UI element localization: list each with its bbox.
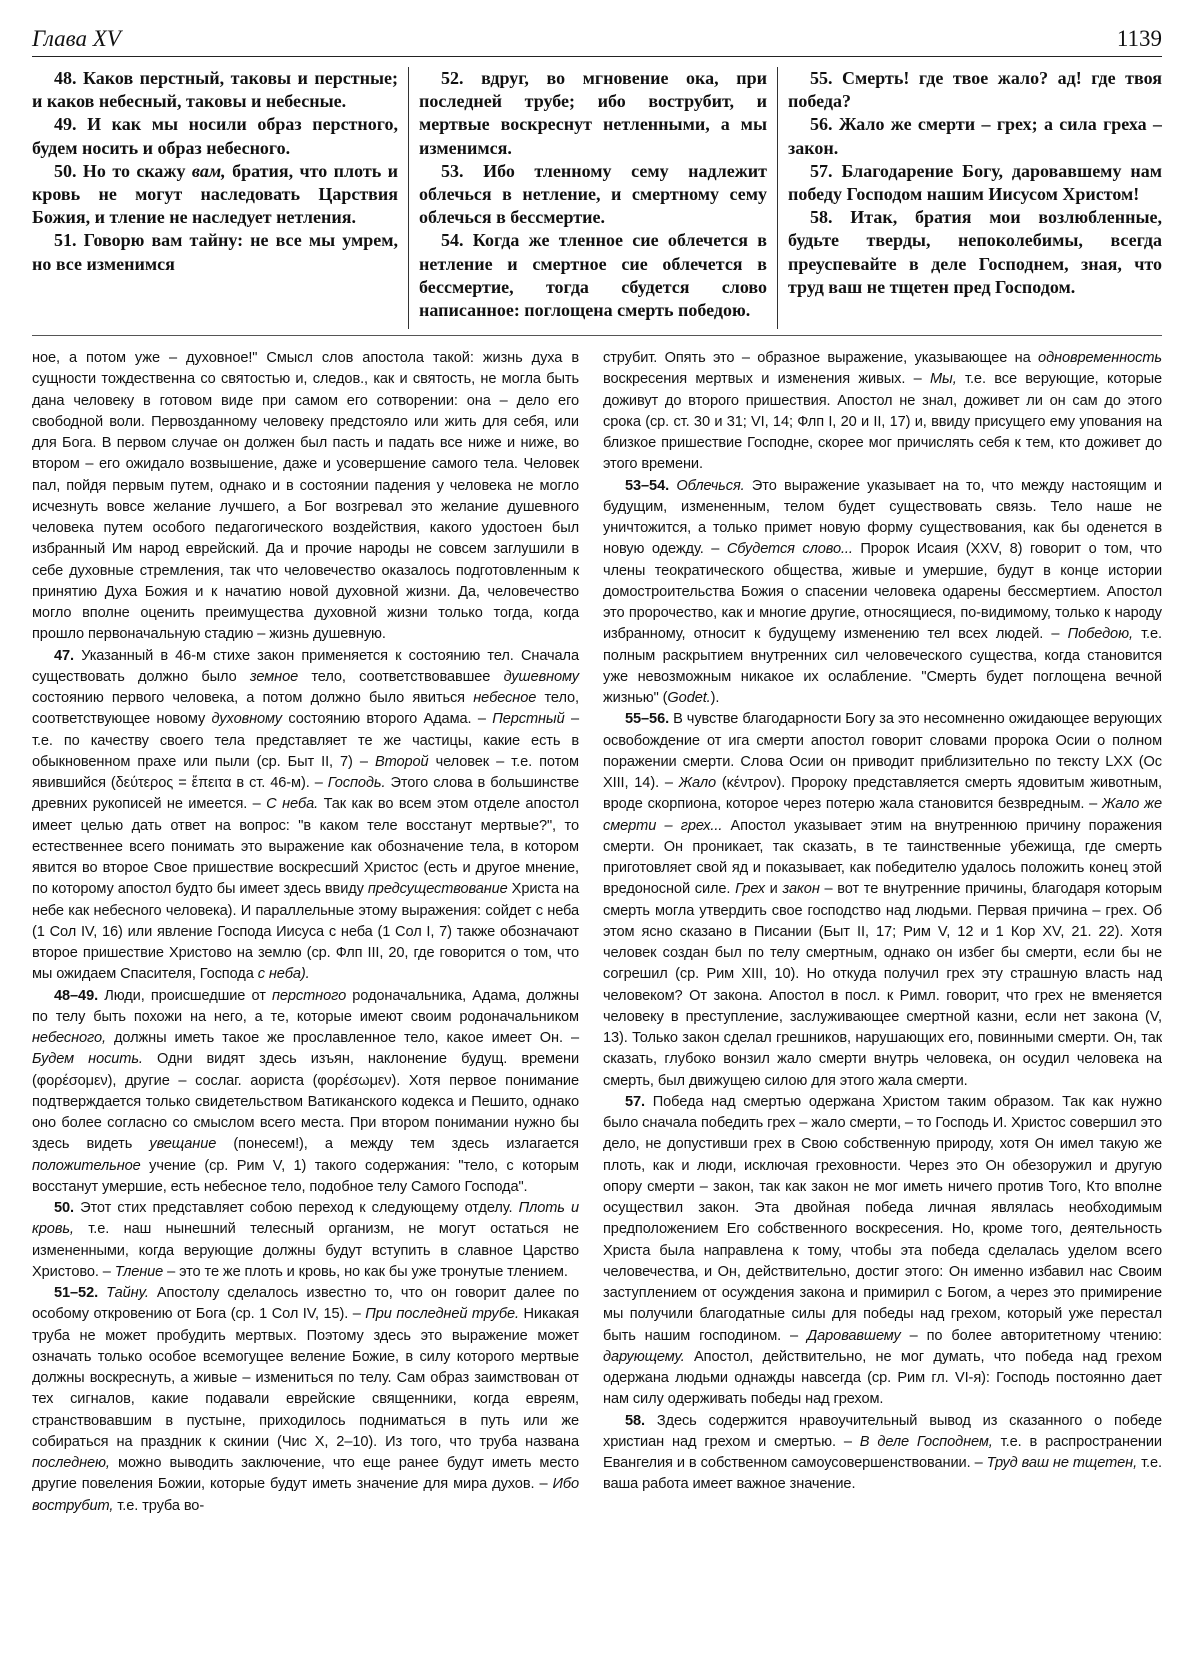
commentary-55-56: 55–56. В чувстве благодарности Богу за это несомненно ожидающее верующих освобождение от ига смерти апостол говорит словами пророка Осии о полном поражении смерти. Слова Осии он приводит приблизительно по тексту LXX (Ос XIII, 14). – Жало (κέντρον). Пророку представляется смерть ядовитым животным, вроде скорпиона, которое через потерю жала становится безвредным. – Жало же смерти – грех... Апостол указывает этим на внутреннюю причину поражения смерти. Он проникает, так сказать, в те таинственные убежища, где смерть приготовляет свой яд и показывает, как победителю удалось положить конец этой вредоносной силе. Грех и закон – вот те внутренние причины, благодаря которым смерть могла утвердить свое господство над людьми. Первая причина – грех. Об этом ясно сказано в Писании (Быт II, 17; Рим V, 12 и 1 Кор XV, 21. 22). Хотя человек создан был по телу смертным, однако он избег бы смерти, если бы не согрешил (ср. Рим XIII, 10). Но откуда получил грех эту страшную власть над человеком? От закона. Апостол в посл. к Римл. говорит, что грех не вменяется человеку в преступление, заслуживающее смертной казни, если нет закона (V, 13). Только закон сделал грешников, нарушающих его, повинными смерти. Он, так сказать, глубоко вонзил жало смерти внутрь человека, он осудил человека на смерть, был движущею силою для этого жала смерти. (603, 711, 1162, 1089)
page-number: 1139 (1116, 26, 1162, 51)
verses-column-3 (778, 67, 1162, 329)
verse-53: 53. Ибо тленному сему надлежит облечься в нетление, и смертному сему облечься в бессмертие. (419, 160, 767, 228)
verse-48: 48. Каков перстный, таковы и перстные; и каков небесный, таковы и небесные. (32, 68, 398, 112)
commentary-48-49: 48–49. Люди, происшедшие от перстного родоначальника, Адама, должны по телу быть похожи на него, а те, которые имеют своим родоначальником небесного, должны иметь такое же прославленное тело, какое имеет Он. – Будем носить. Одни видят здесь изъян, наклонение будущ. времени (φορέσομεν), другие – сослаг. аориста (φορέσωμεν). Хотя первое понимание подтверждается только свидетельством Ватиканского кодекса и Пешито, однако оно более согласно со смыслом всего места. При втором понимании нужно бы здесь видеть увещание (понесем!), а между тем здесь излагается положительное учение (ср. Рим V, 1) такого содержания: "тело, с которым восстанут умершие, есть небесное тело, подобное телу Самого Господа". (32, 987, 579, 1195)
commentary-47: 47. Указанный в 46-м стихе закон применяется к состоянию тел. Сначала существовать должно было земное тело, соответствовавшее душевному состоянию первого человека, а потом должно было явиться небесное тело, соответствующее новому духовному состоянию второго Адама. – Перстный – т.е. по качеству своего тела представляет те же частицы, какие есть в обыкновенном прахе или пыли (ср. Быт II, 7) – Второй человек – т.е. потом явившийся (δεύτερος = ἔπειτα в ст. 46-м). – Господь. Этого слова в большинстве древних рукописей не имеется. – С неба. Так как во всем этом отделе апостол имеет целью дать ответ на вопрос: "в каком теле восстанут мертвые?", то естественнее всего понимать это выражение как обозначение тела, в котором явится во второе Свое пришествие воскресший Христос (есть и другое мнение, по которому апостол будто бы имеет здесь ввиду предсуществование Христа на небе как небесного человека). И параллельные этому выражения: сойдет с неба (1 Сол IV, 16) или явление Господа Иисуса с неба (1 Сол I, 7) также обозначают второе пришествие Христово на землю (ср. Флп III, 20, где говорится о том, что мы ожидаем Спасителя, Господа с неба). (32, 647, 579, 983)
commentary-right-column (587, 348, 1162, 1658)
verses-column-2 (408, 67, 778, 329)
commentary-51-52: 51–52. Тайну. Апостолу сделалось известно то, что он говорит далее по особому откровению от Бога (ср. 1 Сол IV, 15). – При последней трубе. Никакая труба не может пробудить мертвых. Поэтому здесь это выражение может означать только особое всемогущее веление Божие, в силу которого мертвые должны воскреснуть, а живые – измениться по телу. Сам образ заимствован от тех сигналов, какие подавали еврейские священники, когда евреям, странствовавшим в пустыне, приходилось подниматься в путь или же собираться на праздник к скинии (Чис X, 2–10). Из того, что труба названа последнею, можно выводить заключение, что еще ранее будут иметь место другие повеления Божии, которые будут иметь значение для мира духов. – Ибо вострубит, т.е. труба во- (32, 1285, 579, 1514)
verse-57: 57. Благодарение Богу, даровавшему нам победу Господом нашим Иисусом Христом! (788, 160, 1162, 205)
verses-column-1 (32, 67, 408, 329)
commentary (32, 348, 1162, 1658)
verse-50: 50. Но то скажу вам, братия, что плоть и кровь не могут наследовать Царствия Божия, и тление не наследует нетления. (32, 160, 399, 228)
commentary-paragraph: струбит. Опять это – образное выражение, указывающее на одновременность воскресения мертвых и изменения живых. – Мы, т.е. все верующие, которые доживут до второго пришествия. Апостол не знал, доживет ли он сам до этого срока (ср. ст. 30 и 31; VI, 14; Флп I, 20 и II, 17) и, ввиду присущего ему упования на близкое пришествие Господне, скорее мог причислять себя к тем, кто доживет до этого времени. (603, 350, 1162, 473)
verse-58: 58. Итак, братия мои возлюбленные, будьте тверды, непоколебимы, всегда преуспевайте в деле Господнем, зная, что труд ваш не тщетен пред Господом. (788, 207, 1162, 297)
commentary-57: 57. Победа над смертью одержана Христом таким образом. Так как нужно было сначала победить грех – жало смерти, – то Господь И. Христос совершил это дело, не допустивши грех в Свою собственную природу, хотя Он имел такую же плоть, как и люди, исключая греховности. Через это Он обезоружил и другую опору смерти – закон, так как закон не мог иметь ничего против Того, Кто вполне осуществил закон. Эта двойная победа личная являлась необходимым предположением Его собственного воскресения. Но, кроме того, деятельность Христа была направлена к тому, чтобы эта победа сделалась уделом всего человечества, и Он, действительно, достиг этого: Он именно избавил нас Своим заступлением от осуждения закона и примирил с Богом, а через это примирение мы получили благодатные силы для победы над грехом, который уже перестал быть нашим господином. – Даровавшему – по более авторитетному чтению: дарующему. Апостол, действительно, не мог думать, что победа над грехом одержана людьми однажды навсегда (ср. Рим гл. VI-я): Господь постоянно дает нам силу одерживать победы над грехом. (603, 1093, 1162, 1408)
commentary-paragraph: ное, а потом уже – духовное!" Смысл слов апостола такой: жизнь духа в сущности тождественна со святостью и, следов., как и святость, не могла быть дана человеку в готовом виде при самом его сотворении: она – дело его свободной воли. Первозданному человеку предстояло или жить для себя, или для Бога. В первом случае он должен был пасть и падать все ниже и ниже, во втором – его ожидало возвышение, даже и усовершение самого тела. Человек пал, пойдя первым путем, однако и в состоянии падения у человека не могло исчезнуть вовсе желание лучшего, а Бог возгревал это желание душевного человека путем особого педагогического воздействия, какого удостоен был избранный Им народ еврейский. Да и прочие народы не совсем заглушили в себе духовные стремления, так что человечество оказалось подготовленным к принятию Духа Божия и к начатию новой духовной жизни. Да, человечество могло вполне оценить преимущества духовной жизни только тогда, когда прошло первоначальную стадию – жизнь душевную. (32, 350, 579, 643)
bible-verses (32, 67, 1162, 329)
verse-49: 49. И как мы носили образ перстного, будем носить и образ небесного. (32, 114, 398, 158)
running-header (32, 18, 1162, 57)
page (32, 18, 1162, 1658)
verse-52: 52. вдруг, во мгновение ока, при последней трубе; ибо вострубит, и мертвые воскреснут нетленными, а мы изменимся. (419, 68, 767, 158)
commentary-50: 50. Этот стих представляет собою переход к следующему отделу. Плоть и кровь, т.е. наш нынешний телесный организм, не могут остаться не измененными, когда верующие должны будут вступить в славное Царство Христово. – Тление – это те же плоть и кровь, но как бы уже тронутые тлением. (32, 1200, 579, 1280)
verse-54: 54. Когда же тленное сие облечется в нетление и смертное сие облечется в бессмертие, тогда сбудется слово написанное: поглощена смерть победою. (419, 230, 768, 321)
commentary-58: 58. Здесь содержится нравоучительный вывод из сказанного о победе христиан над грехом и смертью. – В деле Господнем, т.е. в распространении Евангелия и в собственном самоусовершенствовании. – Труд ваш не тщетен, т.е. ваша работа имеет важное значение. (603, 1412, 1162, 1493)
verse-51: 51. Говорю вам тайну: не все мы умрем, но все изменимся (32, 230, 399, 274)
commentary-left-column (32, 348, 587, 1658)
verse-56: 56. Жало же смерти – грех; а сила греха – закон. (788, 114, 1162, 158)
verse-55: 55. Смерть! где твое жало? ад! где твоя победа? (788, 68, 1162, 112)
commentary-53-54: 53–54. Облечься. Это выражение указывает на то, что между настоящим и будущим, измененным, телом будет существовать связь. Тело наше не уничтожится, а только примет новую форму существования, как бы оденется в новую одежду. – Сбудется слово... Пророк Исаия (XXV, 8) говорит о том, что члены теократического общества, живые и умершие, будут в конце истории домостроительства Божия о спасении человека одарены бессмертием. Апостол это пророчество, как и многие другие, относящиеся, по-видимому, только к народу избранному, относит к будущему изменению тел всех людей. – Победою, т.е. полным раскрытием внутренних сил человеческого существа, когда становится уже невозможным никакое их ослабление. "Смерть будет поглощена вечной жизнью" (Godet.). (603, 477, 1162, 706)
divider (32, 335, 1162, 336)
chapter-title: Глава XV (32, 26, 121, 51)
